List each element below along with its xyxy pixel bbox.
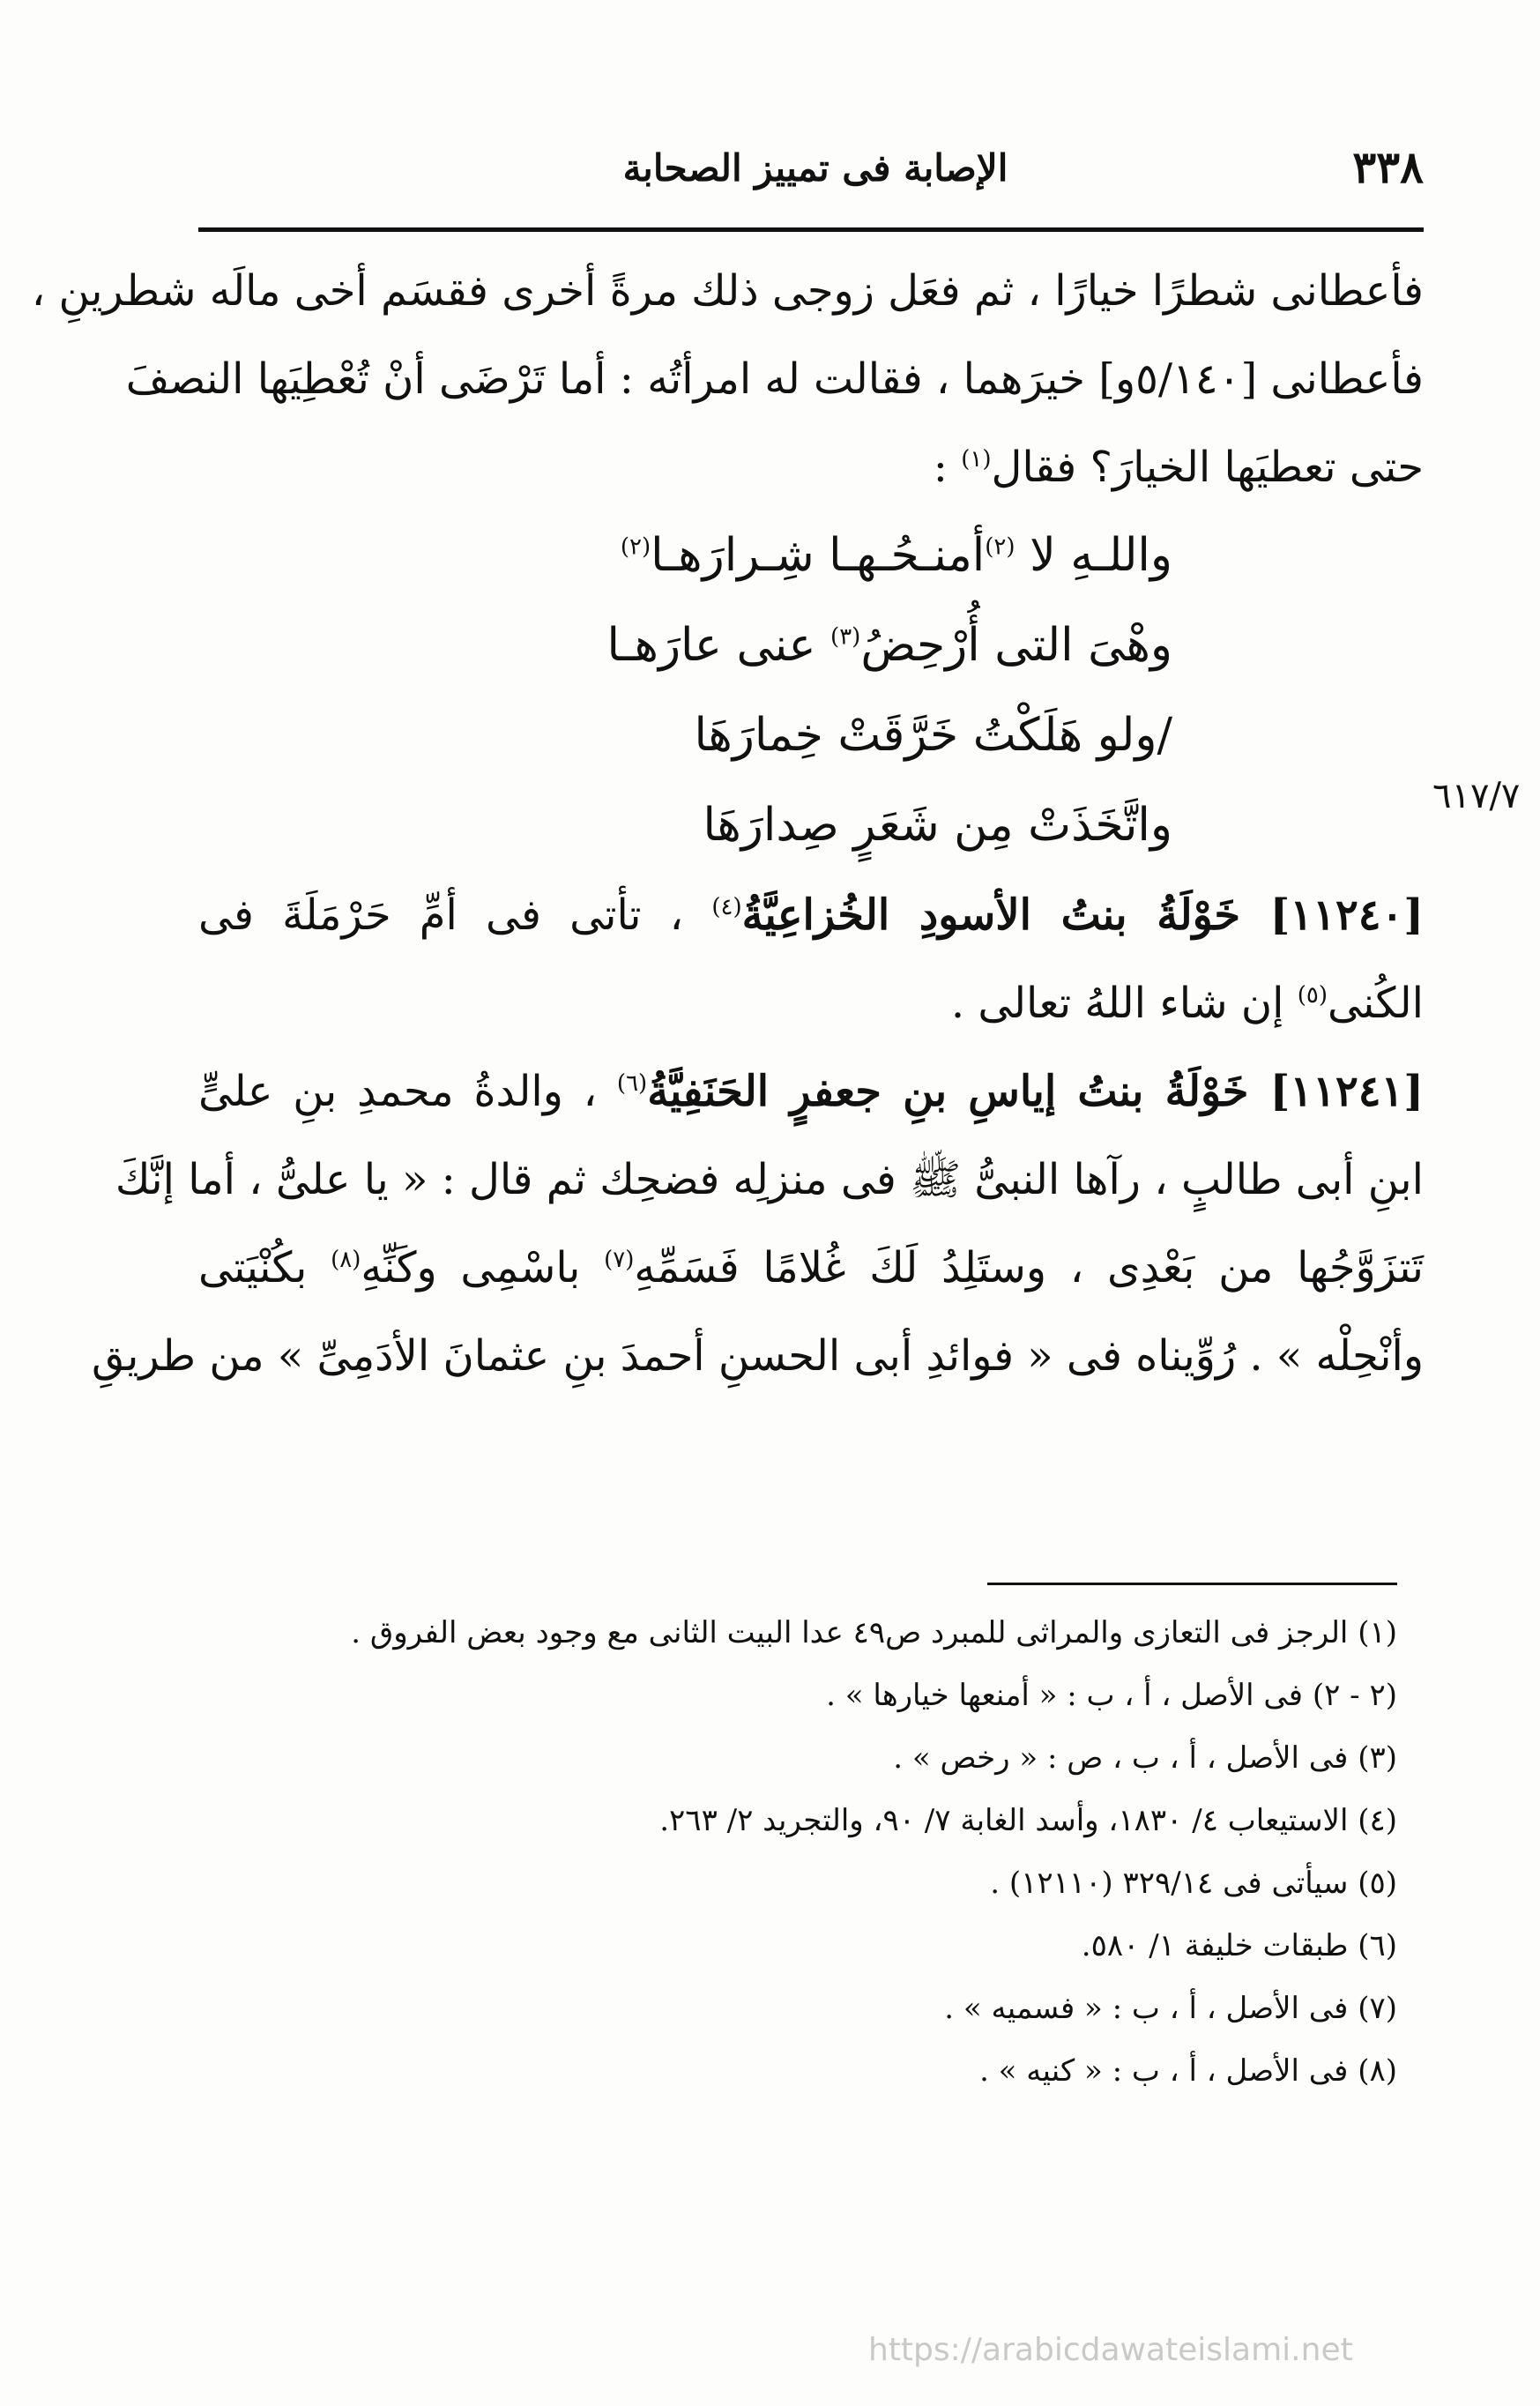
footnote-ref-7: (٧) <box>604 1247 635 1273</box>
footnote-ref-3: (٣) <box>830 623 861 651</box>
verse-line-1 <box>198 529 1424 619</box>
footnote-rule <box>987 1583 1397 1585</box>
footnote-3: (٣) فى الأصل ، أ ، ب ، ص : « رخص » . <box>893 1740 1397 1776</box>
entry-11241-line-3 <box>198 1241 1424 1330</box>
footnote-4: (٤) الاستيعاب ٤/ ١٨٣٠، وأسد الغابة ٧/ ٩٠، والتجريد ٢/ ٢٦٣. <box>659 1803 1397 1838</box>
entry-11240-line-2 <box>198 977 1424 1065</box>
entry-11241-text: ، والدةُ محمدِ بنِ علىٍّ <box>198 1067 617 1116</box>
verse-line-3: /ولو هَلَكْتُ خَرَّقَتْ خِمارَهَا <box>694 709 1172 762</box>
footnote-1: (١) الرجز فى التعازى والمراثى للمبرد ص٤٩ عدا البيت الثانى مع وجود بعض الفروق . <box>351 1615 1397 1650</box>
header-rule <box>198 227 1424 232</box>
text-line-3 <box>198 441 1424 529</box>
verse-2-part-a: وهْىَ التى أُرْحِضُ <box>860 619 1172 672</box>
footnote-5: (٥) سيأتى فى ٣٢٩/١٤ (١٢١١٠) . <box>990 1866 1397 1901</box>
footnote-7: (٧) فى الأصل ، أ ، ب : « فسميه » . <box>944 1991 1397 2026</box>
entry-11241-line-1 <box>198 1065 1424 1153</box>
verse-line-4: واتَّخَذَتْ مِن شَعَرٍ صِدارَهَا <box>703 799 1172 852</box>
entry-11240-end: إن شاء اللهُ تعالى . <box>950 979 1298 1028</box>
running-title: الإصابة فى تمييز الصحابة <box>622 146 1008 190</box>
footnote-ref-2-close: (٢) <box>620 533 651 561</box>
footnote-ref-4: (٤) <box>711 894 742 920</box>
text-line-1: فأعطانى شطرًا خيارًا ، ثم فعَل زوجى ذلك مرةً أخرى فقسَم أخى مالَه شطرينِ ، <box>31 266 1424 316</box>
entry-11240-kuna: الكُنى <box>1328 979 1424 1028</box>
margin-reference: ٦١٧/٧ <box>1432 776 1521 816</box>
text-line-2: فأعطانى [٥/١٤٠و] خيرَهما ، فقالت له امرأتُه : أما تَرْضَى أنْ تُعْطِيَها النصفَ <box>125 354 1424 404</box>
entry-11241-l3-b: باسْمِى وكَنِّهِ <box>361 1243 605 1292</box>
footnote-ref-5: (٥) <box>1297 982 1328 1009</box>
main-text <box>31 264 1425 1418</box>
text-line-3-end: : <box>933 443 962 492</box>
page-number: ٣٣٨ <box>1352 141 1424 193</box>
verse-2-part-b: عنى عارَهـا <box>606 619 831 672</box>
verse-1-part-b: أمنـحُـهـا شِـرارَهـا <box>651 529 986 582</box>
footnote-8: (٨) فى الأصل ، أ ، ب : « كنيه » . <box>979 2053 1397 2089</box>
footnote-ref-1: (١) <box>961 446 992 473</box>
page-header <box>198 141 1424 203</box>
entry-11241-heading: [١١٢٤١] خَوْلَةُ بنتُ إياسِ بنِ جعفرٍ الحَنَفِيَّةُ <box>647 1067 1424 1116</box>
footnote-2: (٢ - ٢) فى الأصل ، أ ، ب : « أمنعها خيارها » . <box>826 1678 1397 1713</box>
entry-11240-text: ، تأتى فى أمِّ حَرْمَلَةَ فى <box>198 890 712 940</box>
entry-11241-l3-c: بكُنْيَتى <box>198 1243 331 1292</box>
verse-1-part-a: واللـهِ لا <box>1015 529 1172 582</box>
footnote-ref-2-open: (٢) <box>985 533 1016 561</box>
text-line-3-body: حتى تعطيَها الخيارَ؟ فقال <box>991 443 1424 492</box>
entry-11241-line-2: ابنِ أبى طالبٍ ، رآها النبىُّ ﷺ فى منزلِه فضحِك ثم قال : « يا علىُّ ، أما إنَّكَ <box>115 1155 1424 1204</box>
entry-11240-line-1 <box>198 889 1424 977</box>
verse-line-2 <box>198 619 1424 709</box>
footnotes <box>264 1613 1397 2114</box>
footnote-ref-6: (٦) <box>616 1070 648 1097</box>
entry-11241-l3-a: تَتزَوَّجُها من بَعْدِى ، وستَلِدُ لَكَ غُلامًا فَسَمِّهِ <box>634 1243 1425 1292</box>
footnote-ref-8: (٨) <box>331 1247 361 1273</box>
entry-11241-line-4: وأنْحِلْه » . رُوِّيناه فى « فوائدِ أبى الحسنِ أحمدَ بنِ عثمانَ الأدَمِىِّ » من طريقِ <box>91 1331 1424 1381</box>
footnote-6: (٦) طبقات خليفة ١/ ٥٨٠. <box>1081 1928 1397 1963</box>
watermark-url: https://arabicdawateislami.net <box>868 2332 1353 2368</box>
entry-11240-heading: [١١٢٤٠] خَوْلَةُ بنتُ الأسودِ الخُزاعِيَّةُ <box>741 890 1424 940</box>
